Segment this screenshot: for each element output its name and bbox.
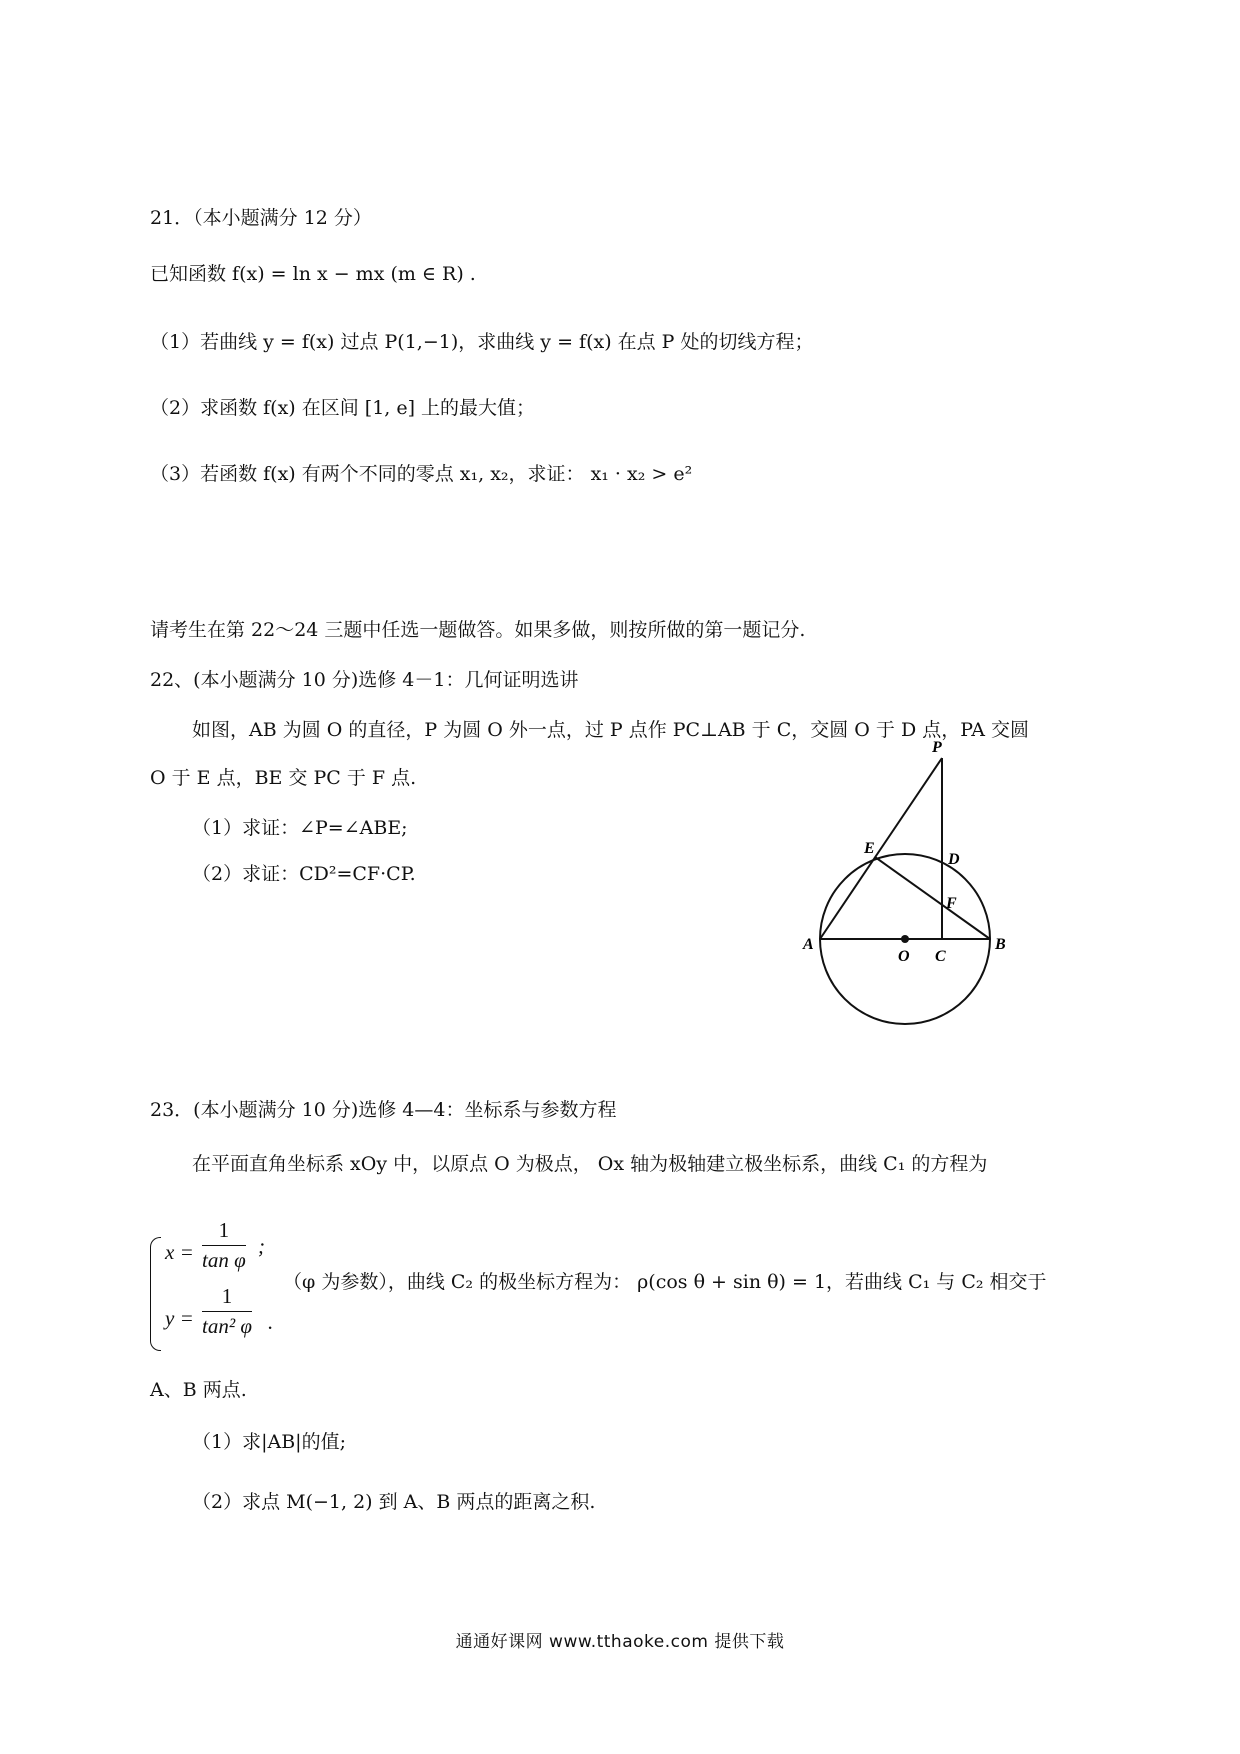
page-footer: 通通好课网 www.tthaoke.com 提供下载 xyxy=(455,1632,785,1652)
q22-part1: （1）求证：∠P=∠ABE; xyxy=(192,817,408,839)
exam-instruction: 请考生在第 22～24 三题中任选一题做答。如果多做，则按所做的第一题记分. xyxy=(150,619,806,641)
label-f: F xyxy=(946,895,957,912)
q21-header: 21．（本小题满分 12 分） xyxy=(150,207,372,229)
label-e: E xyxy=(864,840,875,857)
equation-brace xyxy=(150,1237,161,1351)
label-d: D xyxy=(948,851,960,868)
eq-y-numerator: 1 xyxy=(202,1284,252,1312)
label-p: P xyxy=(932,739,942,756)
q22-body-line2: O 于 E 点，BE 交 PC 于 F 点. xyxy=(150,767,417,789)
q21-part1: （1）若曲线 y = f(x) 过点 P(1,−1)，求曲线 y = f(x) 在点 P 处的切线方程； xyxy=(150,331,814,353)
eq-y-lhs: y = xyxy=(165,1306,194,1330)
segment-eb xyxy=(875,857,990,939)
q23-body-line3: A、B 两点. xyxy=(150,1379,247,1401)
q23-body-line2: （φ 为参数），曲线 C₂ 的极坐标方程为： ρ(cos θ + sin θ) = 1，若曲线 C₁ 与 C₂ 相交于 xyxy=(283,1271,1047,1293)
eq-y-denominator: tan² φ xyxy=(202,1314,252,1338)
q23-part1: （1）求|AB|的值; xyxy=(192,1431,346,1453)
q21-part3: （3）若函数 f(x) 有两个不同的零点 x₁, x₂，求证： x₁ · x₂ > e² xyxy=(150,463,693,485)
eq-x-fraction xyxy=(202,1218,246,1273)
segment-pa xyxy=(820,758,942,939)
q21-part2: （2）求函数 f(x) 在区间 [1, e] 上的最大值； xyxy=(150,397,536,419)
label-c: C xyxy=(935,948,946,965)
label-b: B xyxy=(995,936,1006,953)
eq-x-denominator: tan φ xyxy=(202,1248,246,1272)
eq-x-lhs: x = xyxy=(165,1240,194,1264)
geometry-figure xyxy=(780,730,1040,1040)
eq-x-numerator: 1 xyxy=(202,1218,246,1246)
q23-header: 23．(本小题满分 10 分)选修 4—4：坐标系与参数方程 xyxy=(150,1099,617,1121)
eq-x-end: ; xyxy=(258,1234,265,1258)
q22-header: 22、(本小题满分 10 分)选修 4－1：几何证明选讲 xyxy=(150,669,579,691)
label-a: A xyxy=(803,936,814,953)
q22-part2: （2）求证：CD²=CF·CP. xyxy=(192,863,416,885)
q23-body-line1: 在平面直角坐标系 xOy 中，以原点 O 为极点， Ox 轴为极轴建立极坐标系，曲线 C₁ 的方程为 xyxy=(192,1153,988,1175)
eq-y-end: . xyxy=(268,1310,274,1334)
q21-intro: 已知函数 f(x) = ln x − mx (m ∈ R) . xyxy=(150,263,476,285)
q22-body-line1: 如图，AB 为圆 O 的直径，P 为圆 O 外一点，过 P 点作 PC⊥AB 于 C，交圆 O 于 D 点，PA 交圆 xyxy=(192,719,1030,741)
eq-y-fraction xyxy=(202,1284,252,1339)
q23-part2: （2）求点 M(−1, 2) 到 A、B 两点的距离之积. xyxy=(192,1491,596,1513)
label-o: O xyxy=(898,948,910,965)
center-point xyxy=(901,935,909,943)
